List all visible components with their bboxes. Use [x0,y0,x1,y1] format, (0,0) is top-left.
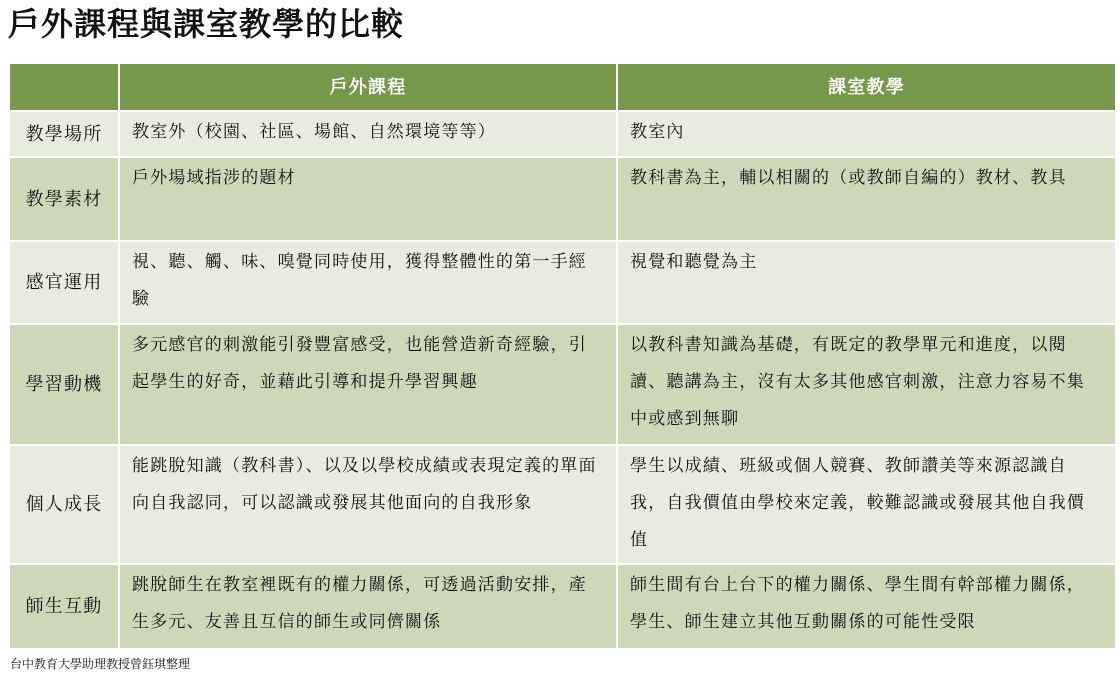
header-corner [10,64,119,111]
header-outdoor-course: 戶外課程 [119,64,617,111]
classroom-cell: 以教科書知識為基礎，有既定的教學單元和進度，以閱讀、聽講為主，沒有太多其他感官刺激，注意力容易不集中或感到無聊 [617,324,1116,445]
classroom-cell: 教室內 [617,111,1116,157]
table-row [10,564,1116,649]
source-credit: 台中教育大學助理教授曾鈺琪整理 [10,657,191,671]
table-row [10,157,1116,241]
outdoor-cell: 跳脫師生在教室裡既有的權力關係，可透過活動安排，產生多元、友善且互信的師生或同儕關係 [119,564,617,649]
table-header-row [10,64,1116,111]
classroom-cell: 學生以成績、班級或個人競賽、教師讚美等來源認識自我，自我價值由學校來定義，較難認識或發展其他自我價值 [617,445,1116,564]
classroom-cell: 視覺和聽覺為主 [617,241,1116,324]
classroom-cell: 教科書為主，輔以相關的（或教師自編的）教材、教具 [617,157,1116,241]
row-label: 師生互動 [10,564,119,649]
table-row [10,324,1116,445]
table-row [10,111,1116,157]
outdoor-cell: 多元感官的刺激能引發豐富感受，也能營造新奇經驗，引起學生的好奇，並藉此引導和提升學習興趣 [119,324,617,445]
row-label: 教學素材 [10,157,119,241]
table-row [10,445,1116,564]
outdoor-cell: 戶外場域指涉的題材 [119,157,617,241]
row-label: 個人成長 [10,445,119,564]
comparison-table [10,64,1117,650]
outdoor-cell: 視、聽、觸、味、嗅覺同時使用，獲得整體性的第一手經驗 [119,241,617,324]
table-row [10,241,1116,324]
row-label: 學習動機 [10,324,119,445]
row-label: 感官運用 [10,241,119,324]
header-classroom-teaching: 課室教學 [617,64,1116,111]
outdoor-cell: 教室外（校園、社區、場館、自然環境等等） [119,111,617,157]
outdoor-cell: 能跳脫知識（教科書）、以及以學校成績或表現定義的單面向自我認同，可以認識或發展其他面向的自我形象 [119,445,617,564]
page-title: 戶外課程與課室教學的比較 [8,5,405,43]
row-label: 教學場所 [10,111,119,157]
classroom-cell: 師生間有台上台下的權力關係、學生間有幹部權力關係，學生、師生建立其他互動關係的可能性受限 [617,564,1116,649]
